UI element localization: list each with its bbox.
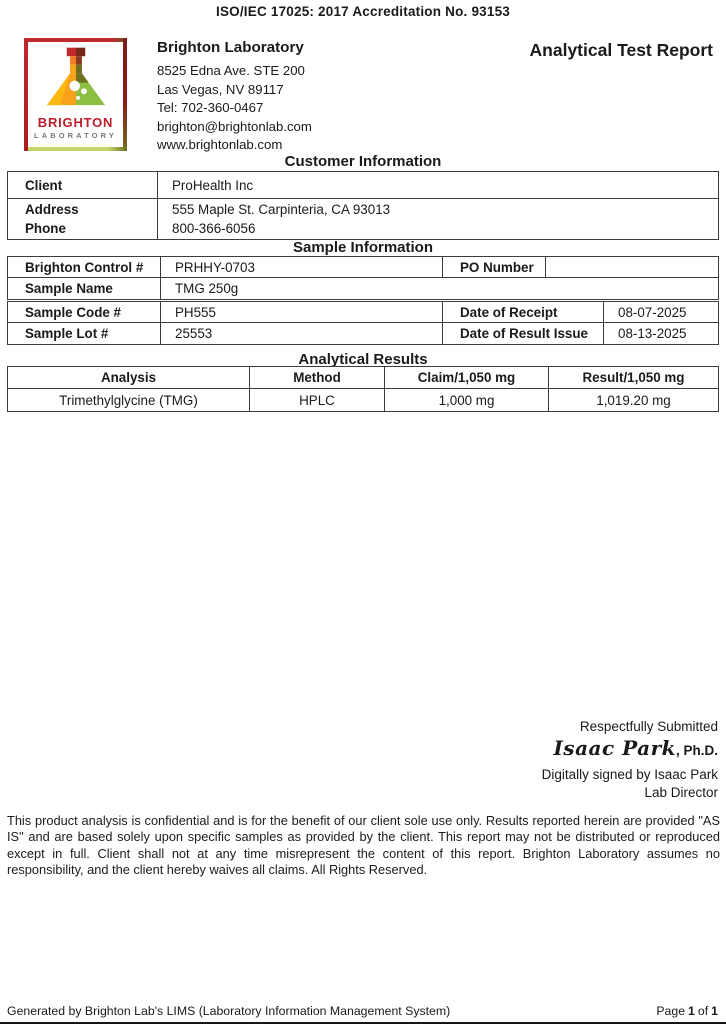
sample-lot-label: Sample Lot # (8, 323, 161, 344)
signature-block (542, 719, 718, 800)
sample-table-bottom (7, 301, 719, 345)
results-data-row (8, 389, 718, 411)
sample-name-value: TMG 250g (175, 281, 239, 296)
sample-lot-value: 25553 (161, 323, 443, 344)
logo-brand-subname: LABORATORY (34, 131, 117, 140)
po-number-label: PO Number (443, 257, 546, 277)
page-word: Page (656, 1004, 686, 1018)
phone-value: 800-366-6056 (172, 221, 256, 236)
sample-code-value: PH555 (161, 302, 443, 322)
signature-suffix: , Ph.D. (675, 743, 718, 758)
results-header-row (8, 367, 718, 389)
results-section-heading: Analytical Results (298, 351, 428, 368)
date-receipt-label: Date of Receipt (443, 302, 604, 322)
phone-label: Phone (25, 221, 66, 236)
respectfully-submitted-text: Respectfully Submitted (579, 719, 718, 734)
lab-address-line1: 8525 Edna Ave. STE 200 (157, 63, 305, 78)
customer-client-row (8, 172, 718, 199)
brighton-logo (24, 38, 127, 151)
signature-name-line (542, 736, 718, 760)
lab-name: Brighton Laboratory (157, 39, 304, 56)
address-phone-labels (8, 199, 158, 239)
signature-script-name: Isaac Park (553, 736, 676, 760)
date-issue-label: Date of Result Issue (443, 323, 604, 344)
report-title: Analytical Test Report (529, 40, 713, 60)
page-footer (7, 1004, 718, 1018)
control-label: Brighton Control # (8, 257, 161, 277)
page-number: 1 (688, 1004, 695, 1018)
sample-code-label: Sample Code # (8, 302, 161, 322)
lab-info-block (157, 39, 312, 155)
of-word: of (697, 1004, 709, 1018)
customer-table (7, 171, 719, 240)
result-value: 1,019.20 mg (596, 392, 671, 408)
client-label: Client (8, 172, 158, 198)
date-receipt-value: 08-07-2025 (618, 304, 687, 320)
col-header-method: Method (250, 367, 385, 388)
generated-by-text: Generated by Brighton Lab's LIMS (Laboratory Information Management System) (7, 1004, 451, 1018)
lab-email: brighton@brightonlab.com (157, 118, 312, 134)
client-value: ProHealth Inc (172, 177, 254, 193)
page-indicator (656, 1004, 718, 1018)
flask-icon (43, 46, 109, 114)
col-header-result: Result/1,050 mg (582, 370, 685, 385)
po-number-value (546, 257, 718, 277)
total-pages: 1 (711, 1004, 718, 1018)
address-value: 555 Maple St. Carpinteria, CA 93013 (172, 202, 391, 217)
logo-inner (28, 42, 123, 147)
lab-director-text: Lab Director (644, 785, 718, 800)
sample-code-row (8, 302, 718, 323)
sample-name-row (8, 278, 718, 299)
digitally-signed-text: Digitally signed by Isaac Park (541, 767, 718, 782)
sample-table-top (7, 256, 719, 300)
disclaimer-paragraph: This product analysis is confidential and is for the benefit of our client sole use only. Results reported herein are provided "AS IS" and are based solely upon specific samples as provided by the client. This report may not be distributed or reproduced except in full. Client shall not at any time misrepresent the content of this report. Brighton Laboratory assumes no responsibility, and the client hereby waives all claims. All Rights Reserved. (7, 813, 720, 878)
address-label: Address (25, 202, 79, 217)
analysis-value: Trimethylglycine (TMG) (8, 389, 250, 411)
control-value: PRHHY-0703 (161, 257, 443, 277)
date-issue-value: 08-13-2025 (618, 326, 687, 341)
logo-frame-right (123, 38, 127, 151)
method-value: HPLC (250, 389, 385, 411)
logo-frame-bottom (24, 147, 127, 151)
sample-name-label: Sample Name (8, 278, 161, 299)
address-phone-values (158, 199, 718, 239)
customer-section-heading: Customer Information (284, 153, 442, 170)
col-header-analysis: Analysis (8, 367, 250, 388)
accreditation-text: ISO/IEC 17025: 2017 Accreditation No. 93153 (216, 4, 510, 19)
sample-section-heading: Sample Information (292, 239, 434, 256)
lab-website: www.brightonlab.com (157, 137, 283, 153)
logo-brand-name: BRIGHTON (37, 115, 114, 130)
control-number-row (8, 257, 718, 278)
lab-address-line2: Las Vegas, NV 89117 (157, 81, 284, 97)
customer-address-row (8, 199, 718, 239)
claim-value: 1,000 mg (385, 389, 549, 411)
lab-phone: Tel: 702-360-0467 (157, 100, 264, 116)
results-table (7, 366, 719, 412)
col-header-claim: Claim/1,050 mg (385, 367, 549, 388)
sample-lot-row (8, 323, 718, 344)
